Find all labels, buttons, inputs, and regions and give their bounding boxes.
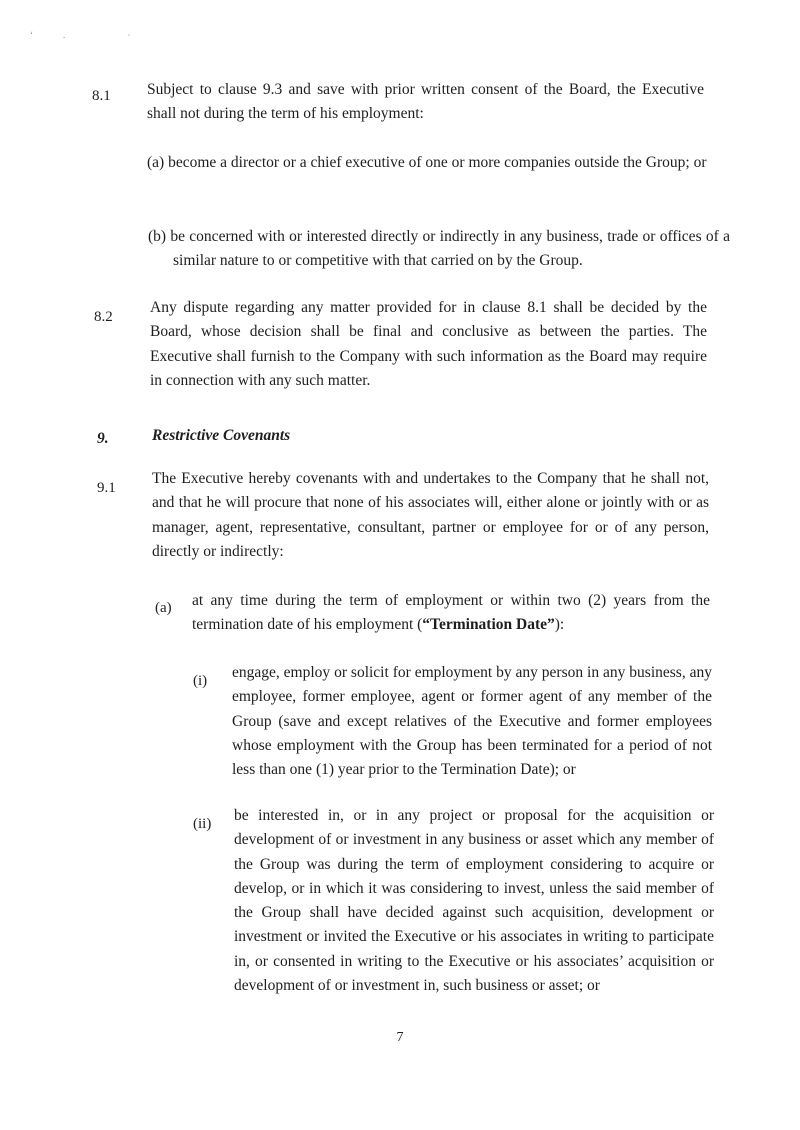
clause-9-1-text: The Executive hereby covenants with and undertakes to the Company that he shall not, and that he will procure that none of his associates will, either alone or jointly with or as manager, agent, representative, consultant, partner or employee for or of any person, directly or indirectly: xyxy=(152,470,709,560)
clause-8-2-text: Any dispute regarding any matter provided for in clause 8.1 shall be decided by the Board, whose decision shall be final and conclusive as between the parties. The Executive shall furnish to the Company with such information as the Board may require in connection with any such matter. xyxy=(150,299,707,389)
item-a-label: (a) xyxy=(155,600,172,616)
section-9-title: Restrictive Covenants xyxy=(152,427,291,444)
clause-8-1-text: Subject to clause 9.3 and save with prior written consent of the Board, the Executive shall not during the term of his employment: xyxy=(147,81,704,123)
item-i-text: engage, employ or solicit for employment by any person in any business, any employee, former employee, agent or former agent of any member of the Group (save and except relatives of the Executive and former employees whose employment with the Group has been terminated for a period of not less than one (1) year prior to the Termination Date); or xyxy=(232,664,712,779)
item-ii-text: be interested in, or in any project or proposal for the acquisition or development of or investment in any business or asset which any member of the Group was during the term of employment considering to acquire or develop, or in which it was considering to invest, unless the said member of the Group shall have decided against such acquisition, development or investment or invited the Executive or his associates in writing to participate in, or consented in writing to the Executive or his associates’ acquisition or development of or investment in, such business or asset; or xyxy=(234,807,714,995)
item-i-label: (i) xyxy=(193,673,208,689)
clause-9-1-number: 9.1 xyxy=(97,480,116,496)
clause-8-1-number: 8.1 xyxy=(92,88,111,104)
section-9-number: 9. xyxy=(97,430,109,447)
item-a-text: at any time during the term of employment or within two (2) years from the termination date of his employment (“Termination Date”): xyxy=(192,592,710,634)
clause-8-2-number: 8.2 xyxy=(94,309,113,325)
termination-date-term: “Termination Date” xyxy=(422,616,555,634)
clause-8-1-item-b: (b) be concerned with or interested directly or indirectly in any business, trade or offices of a similar nature to or competitive with that carried on by the Group. xyxy=(148,228,730,270)
item-ii-label: (ii) xyxy=(193,816,212,832)
scan-specks: ‘. · xyxy=(30,30,161,40)
clause-8-1-item-a: (a) become a director or a chief executive of one or more companies outside the Group; or xyxy=(147,154,707,171)
page-number: 7 xyxy=(396,1030,404,1045)
